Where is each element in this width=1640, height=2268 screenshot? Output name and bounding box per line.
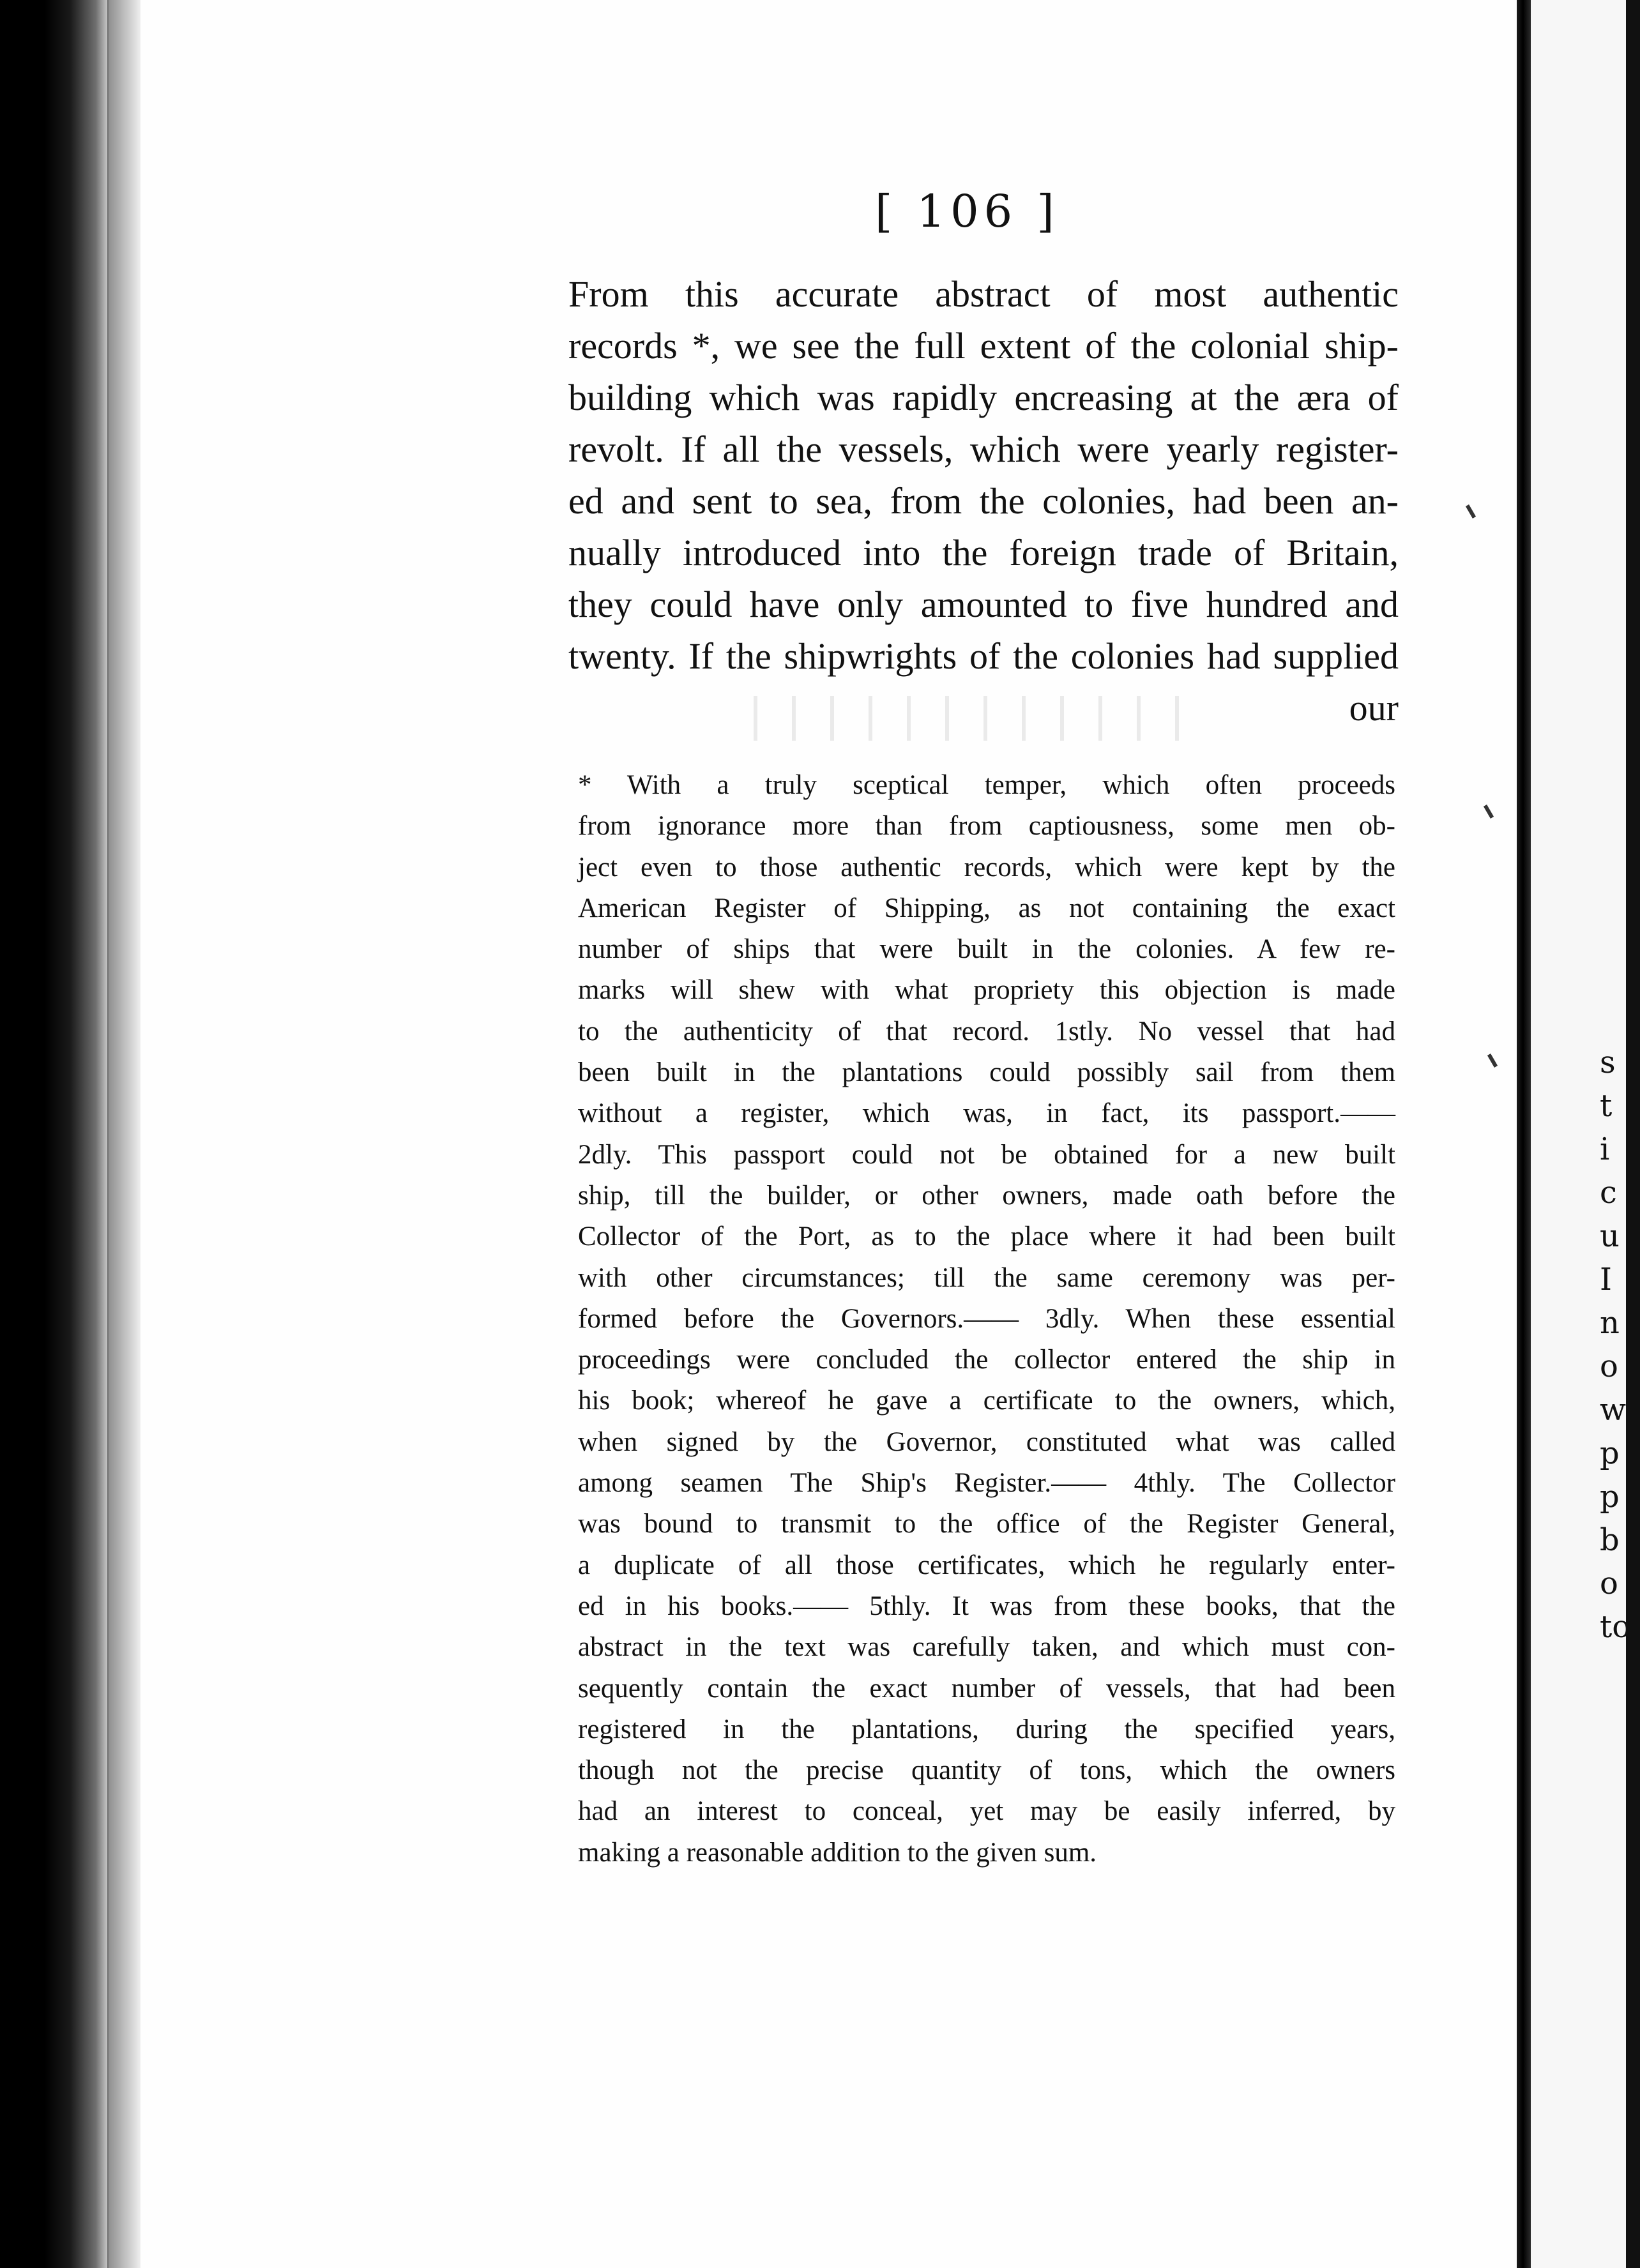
text-line: From this accurate abstract of most authentic xyxy=(568,273,1399,315)
footnote-line: though not the precise quantity of tons, which the owners xyxy=(578,1755,1395,1786)
facing-letter: o xyxy=(1600,1349,1618,1384)
main-text-block xyxy=(568,268,1399,734)
facing-letter: n xyxy=(1600,1305,1620,1341)
text-line: revolt. If all the vessels, which were yearly register- xyxy=(568,428,1399,470)
footnote-line: ed in his books.—— 5thly. It was from these books, that the xyxy=(578,1591,1395,1621)
page-fold-divider xyxy=(1517,0,1531,2268)
footnote-line: proceedings were concluded the collector entered the ship in xyxy=(578,1345,1395,1375)
text-line: nually introduced into the foreign trade of Britain, xyxy=(568,532,1399,573)
footnote-line: * With a truly sceptical temper, which often proceeds xyxy=(578,770,1395,800)
footnote-line: 2dly. This passport could not be obtained for a new built xyxy=(578,1139,1395,1170)
text-line: they could have only amounted to five hundred and xyxy=(568,584,1399,625)
facing-letter: s xyxy=(1600,1045,1616,1080)
facing-letter: w xyxy=(1600,1392,1627,1428)
text-line: ed and sent to sea, from the colonies, had been an- xyxy=(568,480,1399,522)
footnote-line: his book; whereof he gave a certificate to the owners, which, xyxy=(578,1386,1395,1416)
text-line: records *, we see the full extent of the colonial ship- xyxy=(568,325,1399,367)
page-number-header: [ 106 ] xyxy=(875,185,1059,238)
show-through-bleed xyxy=(754,696,1201,741)
footnote-line: Collector of the Port, as to the place where it had been built xyxy=(578,1221,1395,1252)
text-line: twenty. If the shipwrights of the colonies had supplied xyxy=(568,635,1399,677)
facing-page-fragments xyxy=(1600,1041,1638,1649)
facing-letter: p xyxy=(1600,1479,1620,1515)
footnote-line: formed before the Governors.—— 3dly. When these essential xyxy=(578,1303,1395,1334)
footnote-line: without a register, which was, in fact, its passport.—— xyxy=(578,1098,1395,1129)
text-line: building which was rapidly encreasing at the æra of xyxy=(568,377,1399,418)
gutter-shadow xyxy=(107,0,146,2268)
footnote-line: abstract in the text was carefully taken, and which must con- xyxy=(578,1632,1395,1663)
footnote-line: American Register of Shipping, as not containing the exact xyxy=(578,893,1395,923)
catchword: our xyxy=(1349,687,1399,729)
facing-letter: i xyxy=(1600,1131,1610,1167)
footnote-line: number of ships that were built in the colonies. A few re- xyxy=(578,934,1395,965)
facing-letter: to xyxy=(1600,1609,1631,1645)
facing-letter: u xyxy=(1600,1218,1620,1254)
footnote-line: been built in the plantations could possibly sail from them xyxy=(578,1057,1395,1088)
footnote-line: from ignorance more than from captiousness, some men ob- xyxy=(578,811,1395,842)
book-gutter xyxy=(0,0,109,2268)
facing-letter: b xyxy=(1600,1522,1620,1558)
footnote-line: marks will shew with what propriety this objection is made xyxy=(578,975,1395,1006)
footnote-line: was bound to transmit to the office of the Register General, xyxy=(578,1509,1395,1539)
facing-letter: o xyxy=(1600,1566,1618,1601)
footnote-line: among seamen The Ship's Register.—— 4thly. The Collector xyxy=(578,1468,1395,1499)
facing-letter: p xyxy=(1600,1435,1620,1471)
footnote-line: registered in the plantations, during the specified years, xyxy=(578,1714,1395,1744)
footnote-line: ject even to those authentic records, which were kept by the xyxy=(578,852,1395,882)
footnote-line: making a reasonable addition to the given sum. xyxy=(578,1837,1097,1868)
footnote-line: when signed by the Governor, constituted what was called xyxy=(578,1426,1395,1457)
footnote-line: ship, till the builder, or other owners, made oath before the xyxy=(578,1180,1395,1211)
footnote-line: a duplicate of all those certificates, which he regularly enter- xyxy=(578,1550,1395,1580)
footnote-line: to the authenticity of that record. 1stly. No vessel that had xyxy=(578,1016,1395,1047)
facing-letter: I xyxy=(1600,1262,1612,1297)
footnote-block xyxy=(578,765,1395,1873)
facing-letter: c xyxy=(1600,1175,1617,1211)
footnote-line: had an interest to conceal, yet may be easily inferred, by xyxy=(578,1796,1395,1827)
footnote-line: sequently contain the exact number of vessels, that had been xyxy=(578,1673,1395,1704)
footnote-line: with other circumstances; till the same ceremony was per- xyxy=(578,1262,1395,1293)
facing-letter: t xyxy=(1600,1088,1613,1124)
